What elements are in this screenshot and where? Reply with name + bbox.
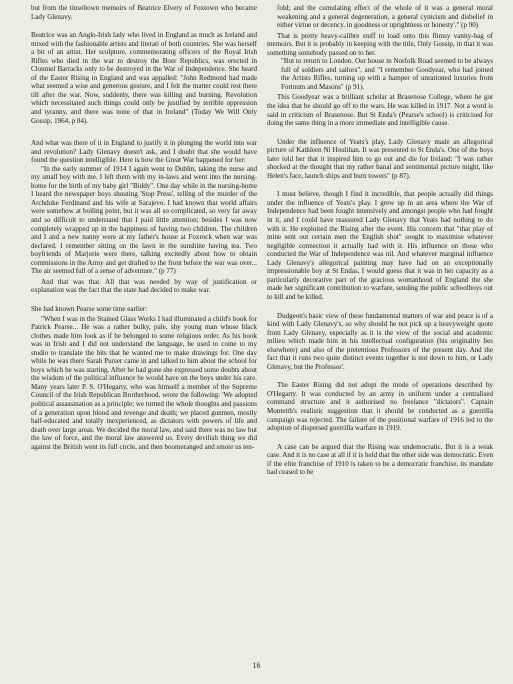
block-quote: "When I was in the Stained Glass Works I had illuminated a child's book for Patrick Pearse... He was a rather bulky, pale, shy young man whose black clothes made him look as if he belonged to some religious order. As his book was in Irish and I did not understand the language, he used to come to my studio to translate the bits that he wanted me to make drawings for. One day while he was there Sarah Purser came in and talked to him about the school for boys which he was starting. After he had gone she expressed some doubts about the wisdom of the political influence he would have on the boys under his care. Many years later P. S. O'Hegarty, who was himself a member of the Supreme Council of the Irish Republican Brotherhood, wrote the following: 'We adopted political assassination as a principle; we turned the whole thoughts and passions of a generation upon blood and revenge and death; we placed gunmen, mostly half-educated and totally inexperienced, as dictators with powers of life and death over large areas. We decided the moral law, and said there was no law but the law of force, and the moral law answered us. Every devilish thing we did against the British went its full circle, and then boomeranged and smote us ten- [31, 314, 257, 451]
paragraph: She had known Pearse some time earlier: [31, 304, 148, 313]
paragraph: That is pretty heavy-calibre stuff to load onto this flimsy vanity-bag of memoirs. But it is probably in keeping with the title, Only Gossip, in that it was something somebody passed on to her. [267, 31, 493, 57]
paragraph: And what was there of it in England to justify it in plunging the world into war and revolution? Lady Glenavy doesn't ask, and I doubt that she would have found the question intelligible. Here is how the Great War happened for her: [31, 139, 257, 165]
paragraph: Under the influence of Yeats's play, Lady Glenavy made an allegorical picture of Kathleen Ni Houlihan. It was presented to St Enda's. One of the boys later told her that it inspired him to go out and die for Ireland: "I was rather shocked at the thought that my rather banal and sentimental picture might, like Helen's face, launch ships and burn towers" (p 87). [267, 137, 493, 180]
block-quote: "But to return to London. Our house in Norfolk Road seemed to be always full of soldiers and sailors", and "I remember Goodyear, who had joined the Artists Rifles, turning up with a hamper of unrationed luxuries from Fortnum and Masons" (p 91). [281, 57, 493, 91]
left-column [31, 4, 257, 453]
block-quote: "In the early summer of 1914 I again went to Dublin, taking the nurse and my small boy with me. I left them with my in-laws and went into the nursing-home for the birth of my baby girl "Biddy". One day while in the nursing-home I heard the newspaper boys shouting 'Stop Press', telling of the murder of the Archduke Ferdinand and his wife at Sarajevo. I had known that world affairs were somehow at boiling point, but it was all so complicated, so very far away and so difficult to understand that I paid little attention; besides I was now completely wrapped up in the happiness of having two children. The children and I and a new nanny were at my father's house at Foxrock when war was declared. I remember sitting on the lawn in the sunshine having tea. Two boyfriends of Marjorie were there, talking excitedly about how to obtain commissions in the Army and get drafted to the front before the war was over... The air seemed full of a sense of adventure." (p 77) [31, 164, 257, 276]
paragraph: And that was that. All that was needed by way of justification or explanation was the fact that the state had decided to make war. [31, 277, 257, 295]
right-column [267, 4, 493, 485]
paragraph: Beatrice was an Anglo-Irish lady who lived in England as much as Ireland and mixed with the fashionable artists and literati of both countries. She was herself a bit of an artist. Her sculpture, commemorating officers of the Royal Irish Rifles who died in the war to destroy the Boer Republics, was erected in Clonmel Barracks only to be destroyed in the War of Independence. She heard of the Easter Rising in England and was appalled: "John Redmond had made what seemed a wise and generous gesture, and I felt the matter could rest there till after the war. Now, suddenly, there was killing and burning. Revolution which necessitated such things could only be justified by terrible oppression and tyranny, and there was none of that in Ireland" (Today We Will Only Gossip, 1964, p 84). [31, 31, 257, 125]
paragraph: but from the tinseltown memoirs of Beatrice Elvery of Foxtown who became Lady Glenavy. [31, 4, 257, 21]
block-quote-continued: fold; and the cumulating effect of the whole of it was a general moral weakening and a general degeneration, a general cynicism and disbelief in either virtue or decency, in goodness or uprightness or honesty'." (p 90) [277, 4, 493, 30]
paragraph: The Easter Rising did not adopt the mode of operations described by O'Hegarty. It was conducted by an army in uniform under a centralised command structure and it authorised no freelance "dictators". Captain Monteith's realistic suggestion that it should be conducted as a guerrilla campaign was rejected. The failure of the positional warfare of 1916 led to the adoption of dispersed guerrilla warfare in 1919. [267, 381, 493, 433]
paragraph: A case can be argued that the Rising was undemocratic. But it is a weak case. And it is no case at all if it is held that the other side was democratic. Even if the elite franchise of 1910 is taken to be a democratic franchise, its mandate had ceased to be [267, 442, 493, 477]
paragraph: I must believe, though I find it incredible, that people actually did things under the influence of Yeats's play. I grew up in an area where the War of Independence had been fought intensively and amongst people who had fought in it, and I could have reassured Lady Glenavy that Yeats had nothing to do with it. He exploited the Rising after the event. His concern that "that play of mine sent out certain men the English shot" sought to maximise whatever negligible connection it actually had with it. His influence on those who conducted the War of Independence was nil. And whatever marginal influence Lady Glenavy's allegorical painting may have had on an exceptionally impressionable boy at St Endas, I would guess that it was in her capacity as a particularly decorative part of the gracious womanhood of England the she made her significant contribution to warfare, sending the public schoolboys out to kill and be killed. [267, 190, 493, 301]
paragraph: Dudgeon's basic view of these fundamental matters of war and peace is of a kind with Lady Glenavy's, so why should he not pick up a heavyweight quote from Lady Glenavy, especially as it is the view of the social and academic milieu which made him in his intellectual configuration (his originality lies elsewhere) and also of the pretentious Professors of the present day. And the fact that it runs two quite distinct events together is not down to him, or Lady Glenavy, but the Professor'. [267, 311, 493, 371]
paragraph: This Goodyear was a brilliant scholar at Brasenose College, where he got the idea that he should go off to the wars. He was killed in 1917. Not a word is said in criticism of Brasenose. But St Enda's (Pearse's school) is criticised for doing the same thing in a more immediate and intelligible cause. [267, 93, 493, 128]
page-number: 16 [252, 661, 261, 670]
